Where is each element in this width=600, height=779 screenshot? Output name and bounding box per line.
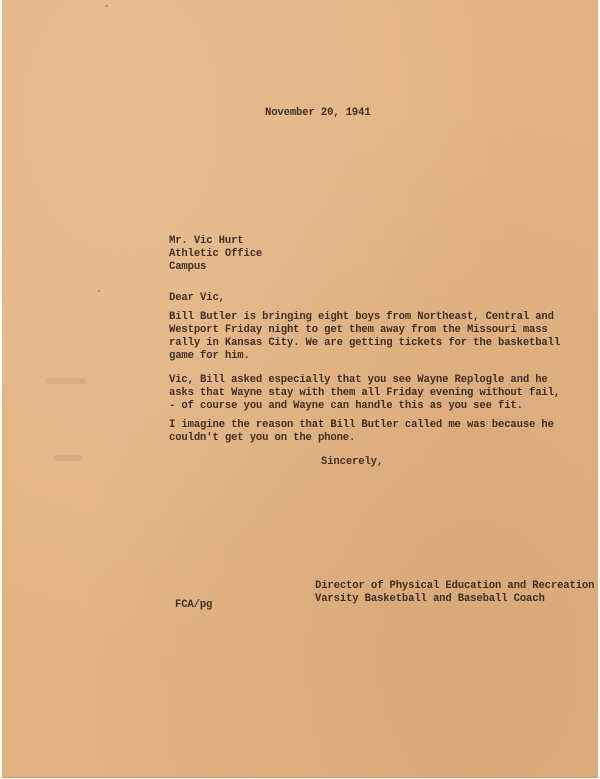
paper-mark	[105, 5, 108, 7]
paragraph-line: game for him.	[169, 350, 250, 362]
paragraph-line: rally in Kansas City. We are getting tickets for the basketball	[169, 337, 561, 349]
paragraph-line: Westport Friday night to get them away from the Missouri mass	[169, 324, 548, 336]
salutation: Dear Vic,	[169, 292, 225, 304]
letter-page	[2, 0, 598, 778]
bleed-through-mark	[46, 378, 86, 384]
signature-title: Director of Physical Education and Recreation	[315, 580, 595, 592]
typist-initials: FCA/pg	[175, 599, 213, 611]
recipient-office: Athletic Office	[169, 248, 263, 260]
bleed-through-mark	[54, 455, 82, 461]
paragraph-line: couldn't get you on the phone.	[169, 432, 356, 444]
paper-mark	[98, 290, 100, 292]
paragraph-line: Vic, Bill asked especially that you see Wayne Replogle and he	[169, 374, 548, 386]
paragraph-line: I imagine the reason that Bill Butler called me was because he	[169, 419, 554, 431]
letter-date: November 20, 1941	[265, 107, 371, 119]
paragraph-line: Bill Butler is bringing eight boys from Northeast, Central and	[169, 311, 554, 323]
signature-title: Varsity Basketball and Baseball Coach	[315, 593, 545, 605]
paragraph-line: - of course you and Wayne can handle this as you see fit.	[169, 400, 523, 412]
closing: Sincerely,	[321, 456, 384, 468]
recipient-location: Campus	[169, 261, 207, 273]
recipient-name: Mr. Vic Hurt	[169, 235, 244, 247]
paragraph-line: asks that Wayne stay with them all Friday evening without fail,	[169, 387, 561, 399]
